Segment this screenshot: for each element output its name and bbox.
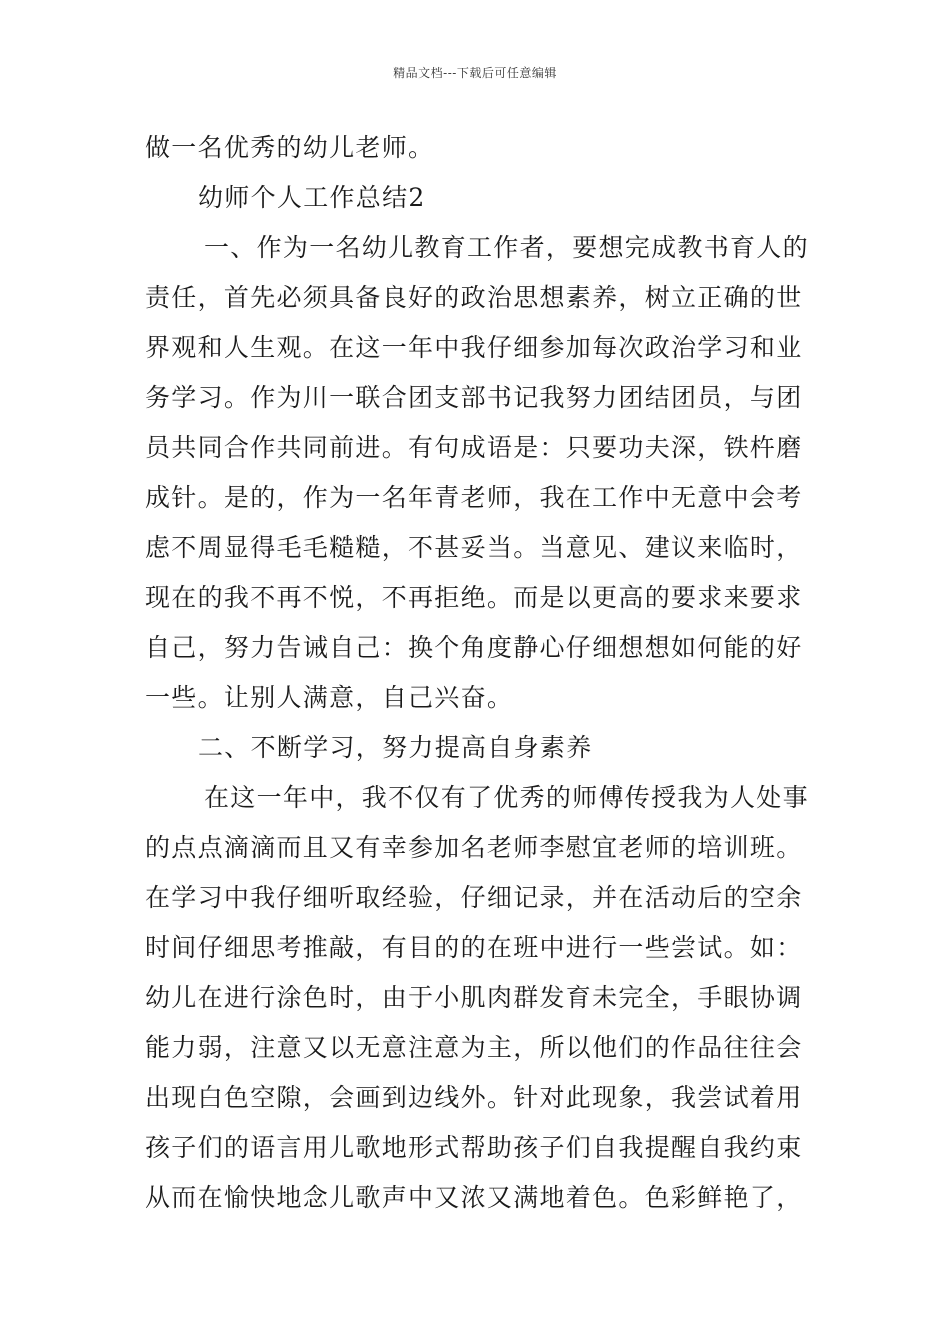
text-line: 在学习中我仔细听取经验，仔细记录，并在活动后的空余 [145,883,803,912]
text-line: 出现白色空隙，会画到边线外。针对此现象，我尝试着用 [145,1083,803,1112]
text-line: 一、作为一名幼儿教育工作者，要想完成教书育人的 [204,233,809,262]
text-line: 能力弱，注意又以无意注意为主，所以他们的作品往往会 [145,1033,803,1062]
text-line: 界观和人生观。在这一年中我仔细参加每次政治学习和业 [145,333,803,362]
text-line: 幼儿在进行涂色时，由于小肌肉群发育未完全，手眼协调 [145,983,803,1012]
section-title: 幼师个人工作总结2 [198,183,426,212]
text-line: 孩子们的语言用儿歌地形式帮助孩子们自我提醒自我约束 [145,1133,803,1162]
text-line: 虑不周显得毛毛糙糙，不甚妥当。当意见、建议来临时， [145,533,803,562]
text-line: 做一名优秀的幼儿老师。 [145,133,435,162]
text-line: 现在的我不再不悦，不再拒绝。而是以更高的要求来要求 [145,583,803,612]
text-line: 自己，努力告诫自己：换个角度静心仔细想想如何能的好 [145,633,803,662]
text-line: 一些。让别人满意，自己兴奋。 [145,683,514,712]
text-line: 成针。是的，作为一名年青老师，我在工作中无意中会考 [145,483,803,512]
text-line: 时间仔细思考推敲，有目的的在班中进行一些尝试。如： [145,933,803,962]
text-line: 务学习。作为川一联合团支部书记我努力团结团员，与团 [145,383,803,412]
section-heading: 二、不断学习，努力提高自身素养 [198,733,593,762]
text-line: 的点点滴滴而且又有幸参加名老师李慰宜老师的培训班。 [145,833,803,862]
text-line: 员共同合作共同前进。有句成语是：只要功夫深，铁杵磨 [145,433,803,462]
page-header: 精品文档---下载后可任意编辑 [393,66,557,80]
text-line: 责任，首先必须具备良好的政治思想素养，树立正确的世 [145,283,803,312]
text-line: 从而在愉快地念儿歌声中又浓又满地着色。色彩鲜艳了， [145,1183,803,1212]
text-line: 在这一年中，我不仅有了优秀的师傅传授我为人处事 [204,783,809,812]
